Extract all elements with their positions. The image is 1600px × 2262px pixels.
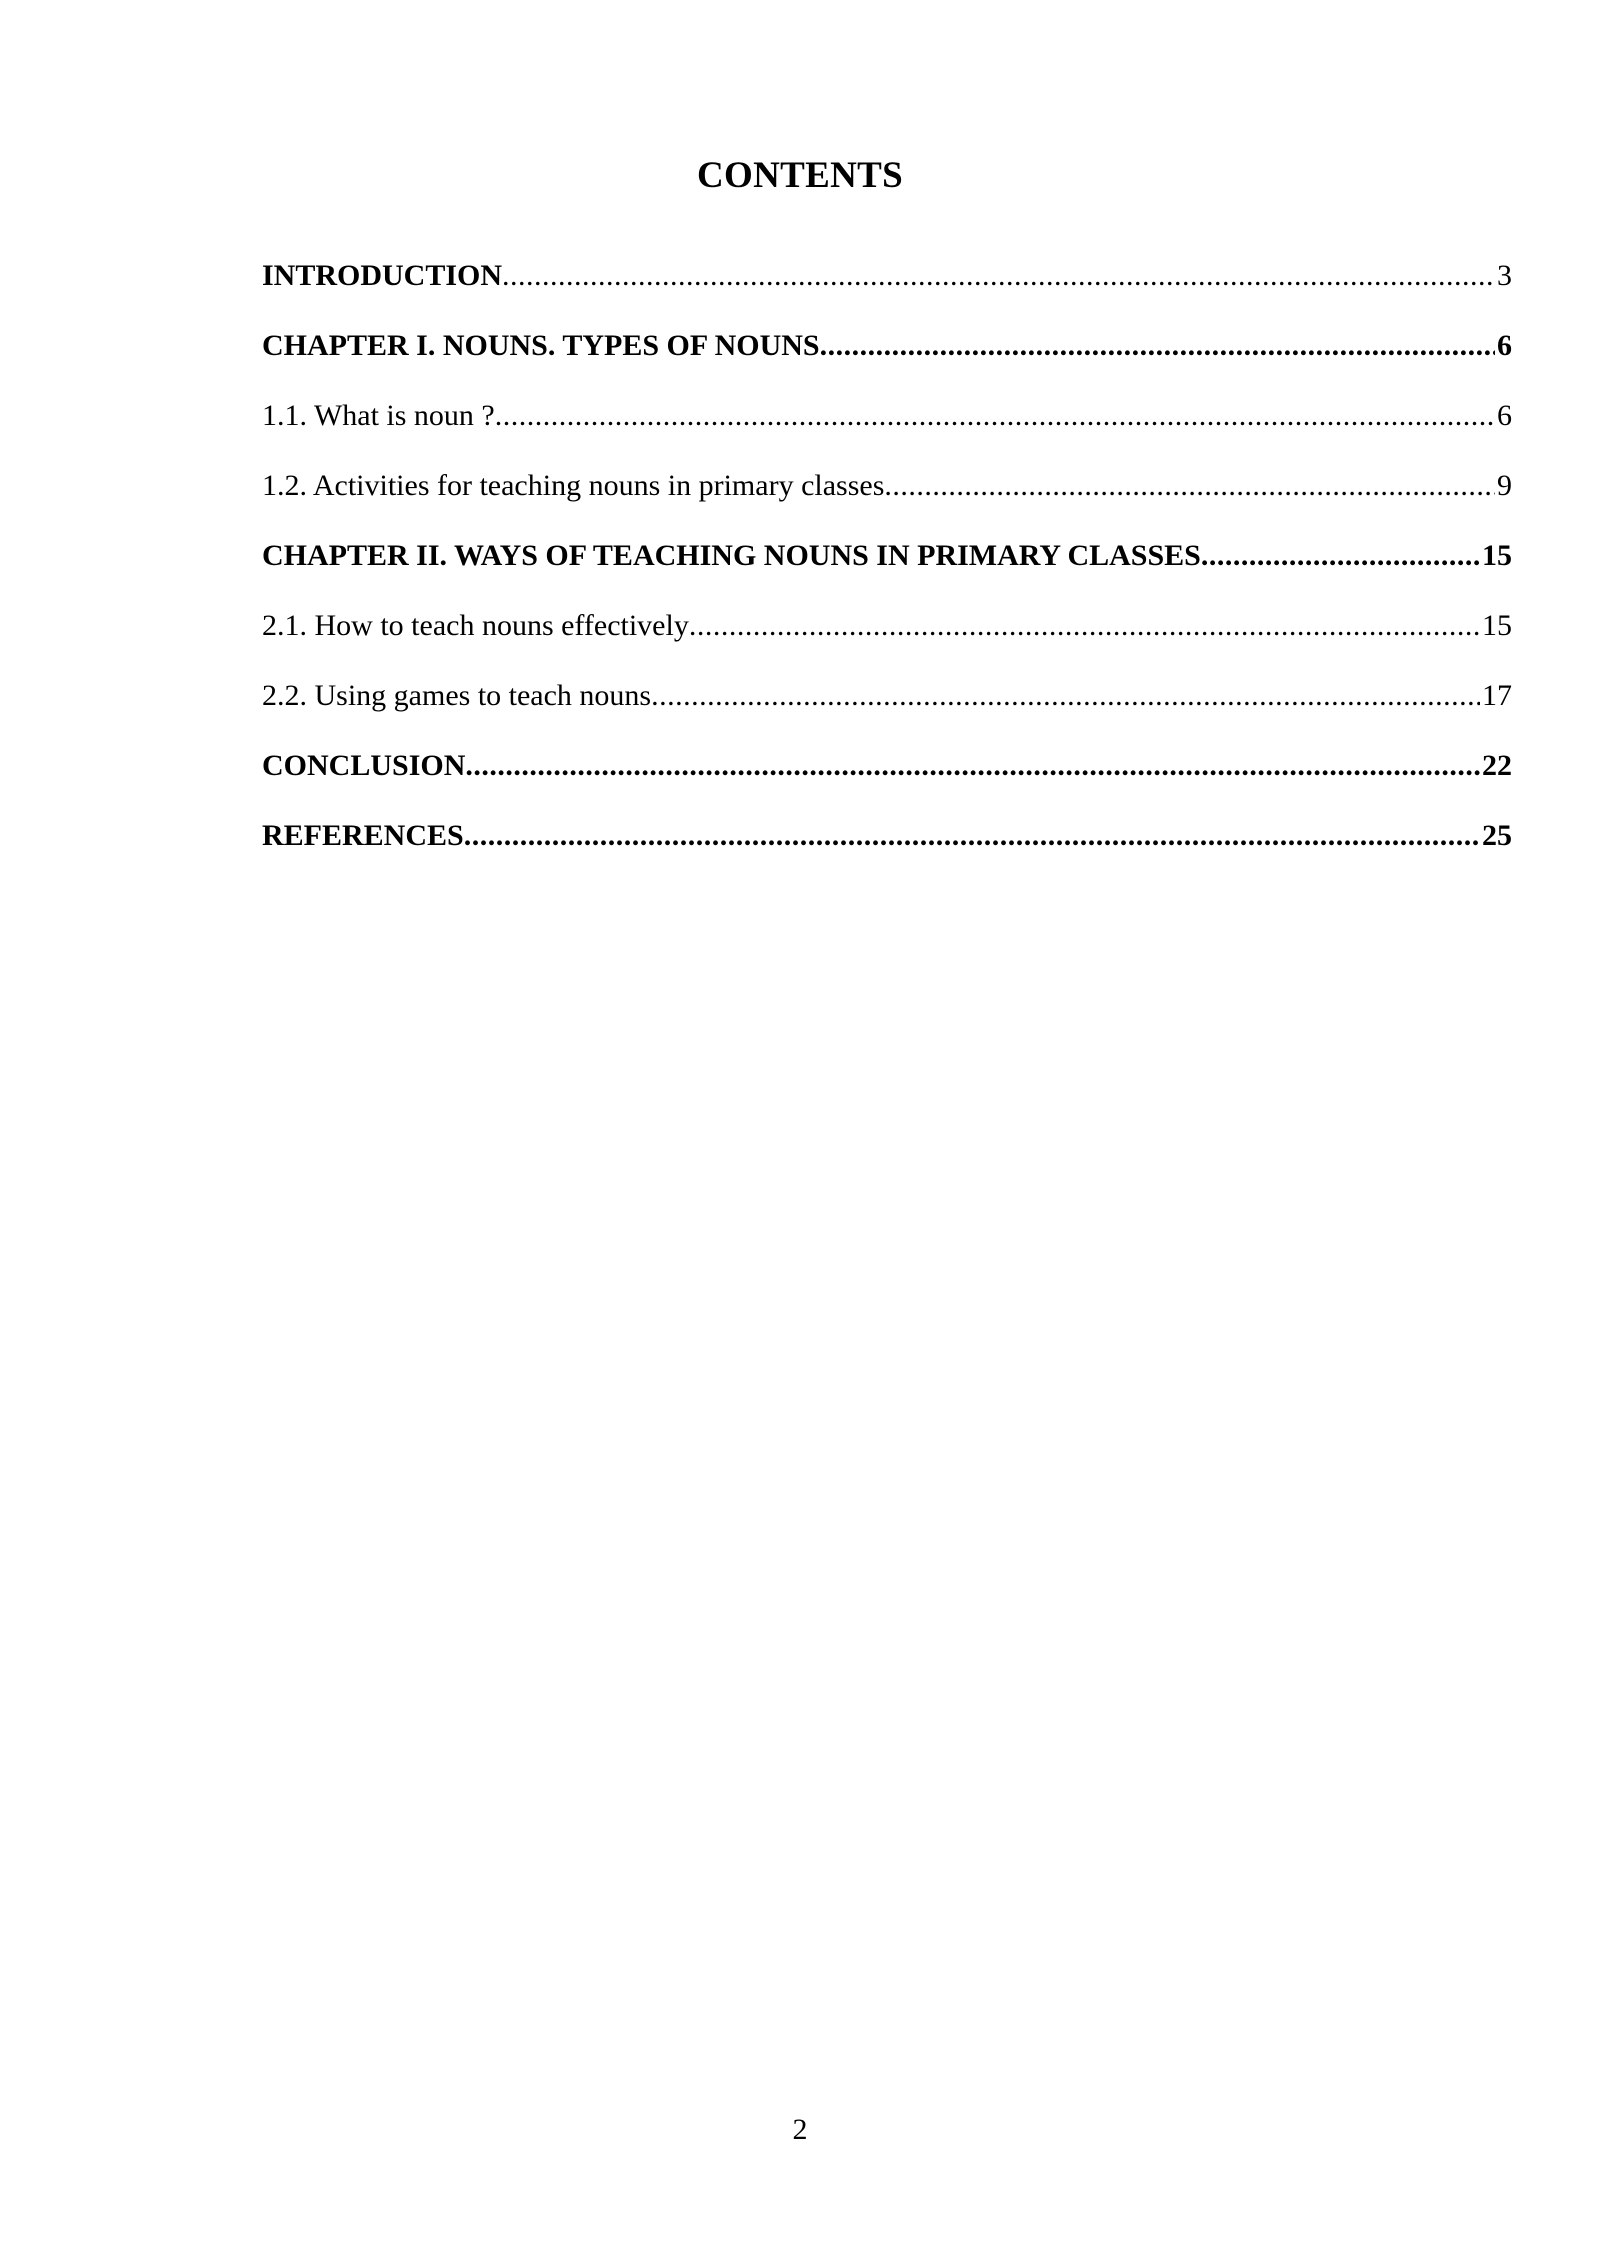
toc-entry-label: 1.1. What is noun ? [262, 399, 495, 432]
contents-heading: CONTENTS [697, 155, 903, 196]
toc-entry-label: CONCLUSION [262, 749, 466, 782]
toc-entry-label: 2.2. Using games to teach nouns [262, 679, 652, 712]
toc-entry-section-2-1[interactable] [262, 602, 1512, 672]
table-of-contents [262, 252, 1512, 882]
toc-entry-label: INTRODUCTION [262, 259, 503, 292]
toc-entry-chapter-1[interactable] [262, 322, 1512, 392]
toc-dot-leader [502, 252, 1495, 300]
toc-dot-leader [465, 742, 1480, 790]
toc-dot-leader [495, 392, 1495, 440]
page-number: 2 [792, 2113, 808, 2146]
toc-entry-page-number: 9 [1497, 469, 1512, 502]
toc-entry-page-number: 15 [1482, 539, 1512, 572]
toc-entry-label: CHAPTER II. WAYS OF TEACHING NOUNS IN PRIMARY CLASSES [262, 539, 1201, 572]
toc-entry-page-number: 6 [1497, 329, 1512, 362]
toc-entry-page-number: 25 [1482, 819, 1512, 852]
toc-entry-section-2-2[interactable] [262, 672, 1512, 742]
toc-entry-section-1-2[interactable] [262, 462, 1512, 532]
toc-entry-label: REFERENCES [262, 819, 464, 852]
toc-dot-leader [1201, 532, 1480, 580]
toc-dot-leader [689, 602, 1480, 650]
toc-dot-leader [820, 322, 1495, 370]
toc-entry-label: 2.1. How to teach nouns effectively [262, 609, 689, 642]
toc-entry-introduction[interactable] [262, 252, 1512, 322]
toc-entry-references[interactable] [262, 812, 1512, 882]
toc-entry-conclusion[interactable] [262, 742, 1512, 812]
toc-entry-label: CHAPTER I. NOUNS. TYPES OF NOUNS [262, 329, 820, 362]
toc-entry-label: 1.2. Activities for teaching nouns in primary classes [262, 469, 885, 502]
toc-entry-section-1-1[interactable] [262, 392, 1512, 462]
toc-dot-leader [464, 812, 1480, 860]
toc-entry-page-number: 6 [1497, 399, 1512, 432]
toc-entry-page-number: 17 [1482, 679, 1512, 712]
toc-entry-page-number: 22 [1482, 749, 1512, 782]
toc-entry-page-number: 15 [1482, 609, 1512, 642]
toc-entry-page-number: 3 [1497, 259, 1512, 292]
toc-entry-chapter-2[interactable] [262, 532, 1512, 602]
toc-dot-leader [651, 672, 1480, 720]
toc-dot-leader [884, 462, 1495, 510]
